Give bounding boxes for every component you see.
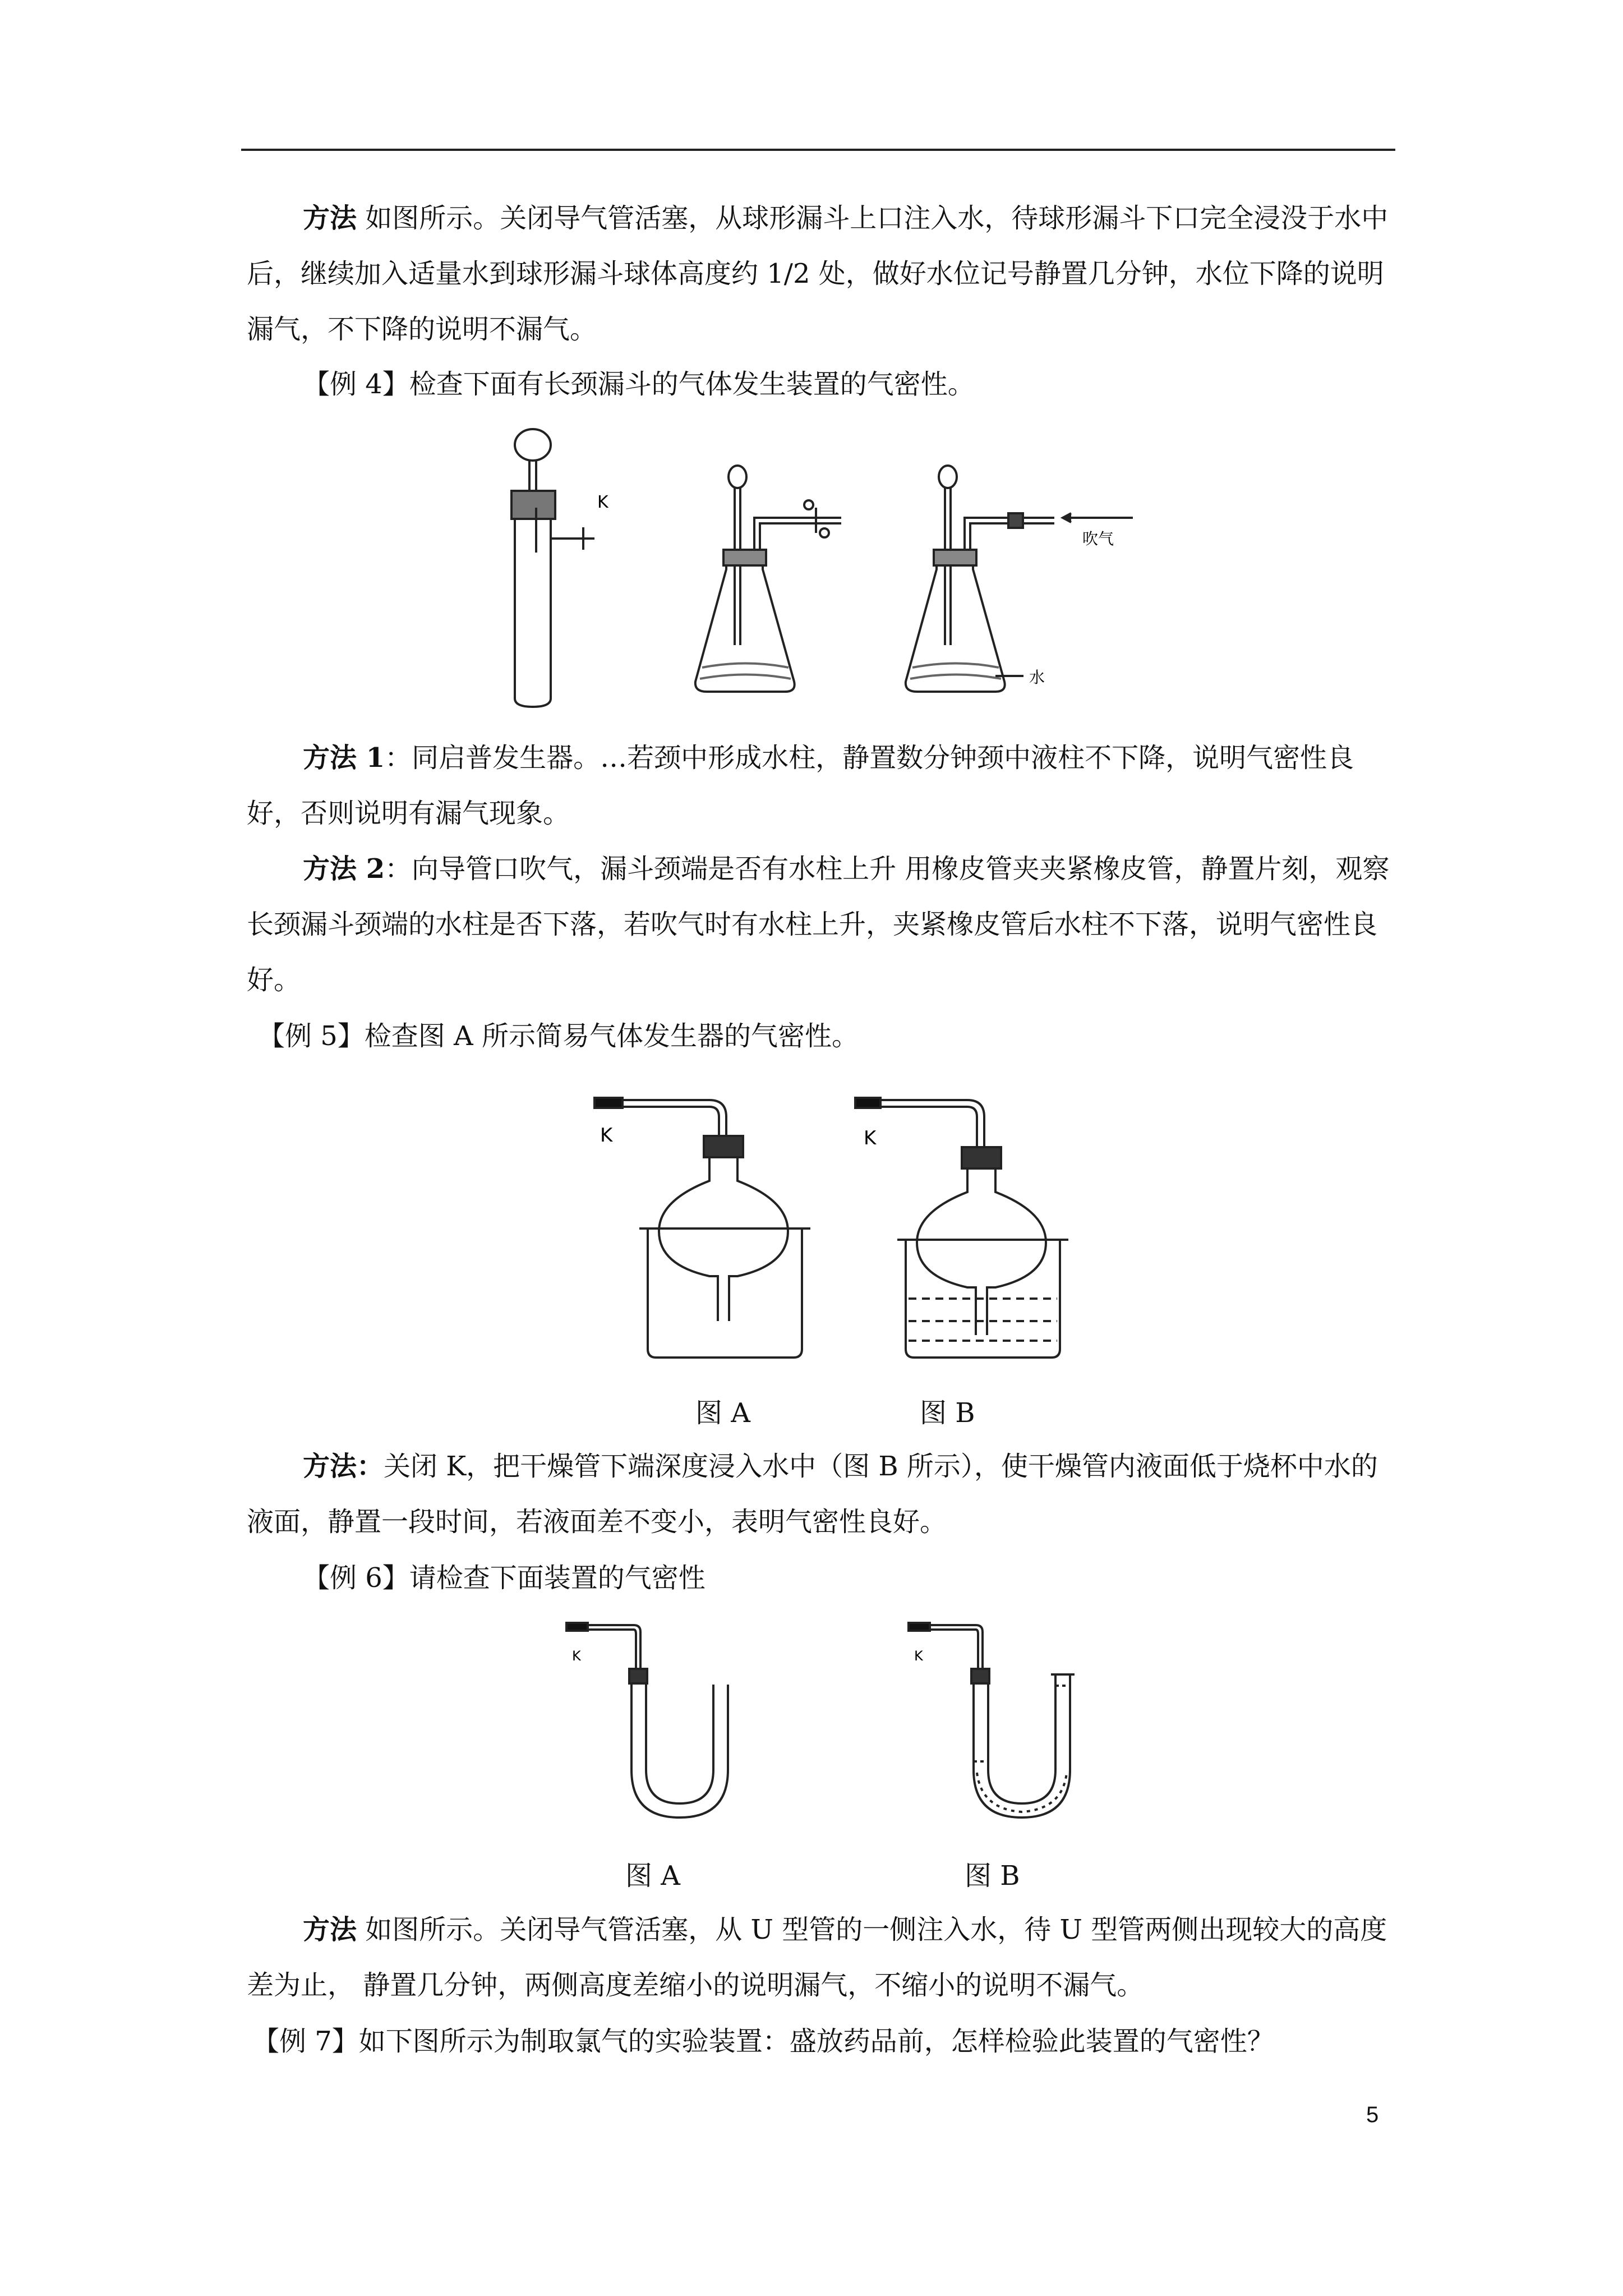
example-6-figure — [550, 1618, 1150, 1843]
example-4-heading: 【例 4】检查下面有长颈漏斗的气体发生装置的气密性。 — [303, 369, 975, 400]
valve-k-label-6b: K — [914, 1648, 923, 1664]
method-1-text: ：同启普发生器。…若颈中形成水柱，静置数分钟颈中液柱不下降，说明气密性良好，否则说明有漏气现象。 — [247, 742, 1354, 829]
page-number: 5 — [1366, 2102, 1379, 2127]
u-tube-b — [909, 1623, 1075, 1818]
method-paragraph-6 — [247, 1902, 1396, 2013]
u-tube-a — [566, 1623, 728, 1818]
example-7-heading: 【例 7】如下图所示为制取氯气的实验装置：盛放药品前，怎样检验此装置的气密性？ — [252, 2026, 1274, 2057]
header-rule — [241, 149, 1395, 151]
method-2-paragraph — [247, 841, 1396, 1008]
method-label-6: 方法 — [303, 1914, 357, 1945]
example-4-figure — [482, 424, 1172, 718]
method-text: 如图所示。关闭导气管活塞，从球形漏斗上口注入水，待球形漏斗下口完全浸没于水中后，继续加入适量水到球形漏斗球体高度约 1/2 处，做好水位记号静置几分钟，水位下降的说明漏气，不下降的说明不漏气。 — [247, 203, 1389, 345]
flask-with-funnel-blow — [906, 466, 1133, 692]
valve-k-label-a: K — [600, 1124, 613, 1147]
figure-5b-caption: 图 B — [920, 1397, 975, 1429]
drying-tube-in-beaker-b — [855, 1098, 1068, 1358]
example-5-figure — [583, 1085, 1077, 1377]
figure-6a-caption: 图 A — [625, 1860, 680, 1892]
figure-6b-caption: 图 B — [965, 1860, 1020, 1892]
valve-k-label-b: K — [864, 1127, 877, 1149]
method-1-label: 方法 1 — [303, 742, 385, 774]
method-label: 方法 — [303, 203, 357, 234]
method-paragraph-1 — [247, 191, 1396, 357]
method-1-paragraph — [247, 730, 1396, 841]
method-2-text: ：向导管口吹气，漏斗颈端是否有水柱上升 用橡皮管夹夹紧橡皮管，静置片刻，观察长颈漏斗颈端的水柱是否下落，若吹气时有水柱上升，夹紧橡皮管后水柱不下落，说明气密性良好。 — [247, 853, 1390, 996]
method-text-6: 如图所示。关闭导气管活塞，从 U 型管的一侧注入水，待 U 型管两侧出现较大的高度差为止， 静置几分钟，两侧高度差缩小的说明漏气，不缩小的说明不漏气。 — [247, 1914, 1387, 2001]
figure-5a-caption: 图 A — [695, 1397, 750, 1429]
blow-label: 吹气 — [1082, 530, 1114, 548]
water-label: 水 — [1029, 668, 1045, 687]
valve-k-label-6a: K — [572, 1648, 581, 1664]
flask-with-funnel-clamp — [695, 466, 841, 692]
example-5-heading: 【例 5】检查图 A 所示简易气体发生器的气密性。 — [258, 1020, 859, 1052]
drying-tube-in-beaker-a — [594, 1098, 810, 1358]
valve-k-label: K — [597, 493, 608, 512]
method-label-5: 方法： — [303, 1451, 384, 1482]
test-tube-apparatus — [511, 429, 594, 707]
method-paragraph-5 — [247, 1439, 1396, 1550]
method-2-label: 方法 2 — [303, 853, 385, 885]
example-6-heading: 【例 6】请检查下面装置的气密性 — [303, 1562, 706, 1594]
method-text-5: 关闭 K，把干燥管下端深度浸入水中（图 B 所示），使干燥管内液面低于烧杯中水的液面，静置一段时间，若液面差不变小，表明气密性良好。 — [247, 1451, 1378, 1538]
